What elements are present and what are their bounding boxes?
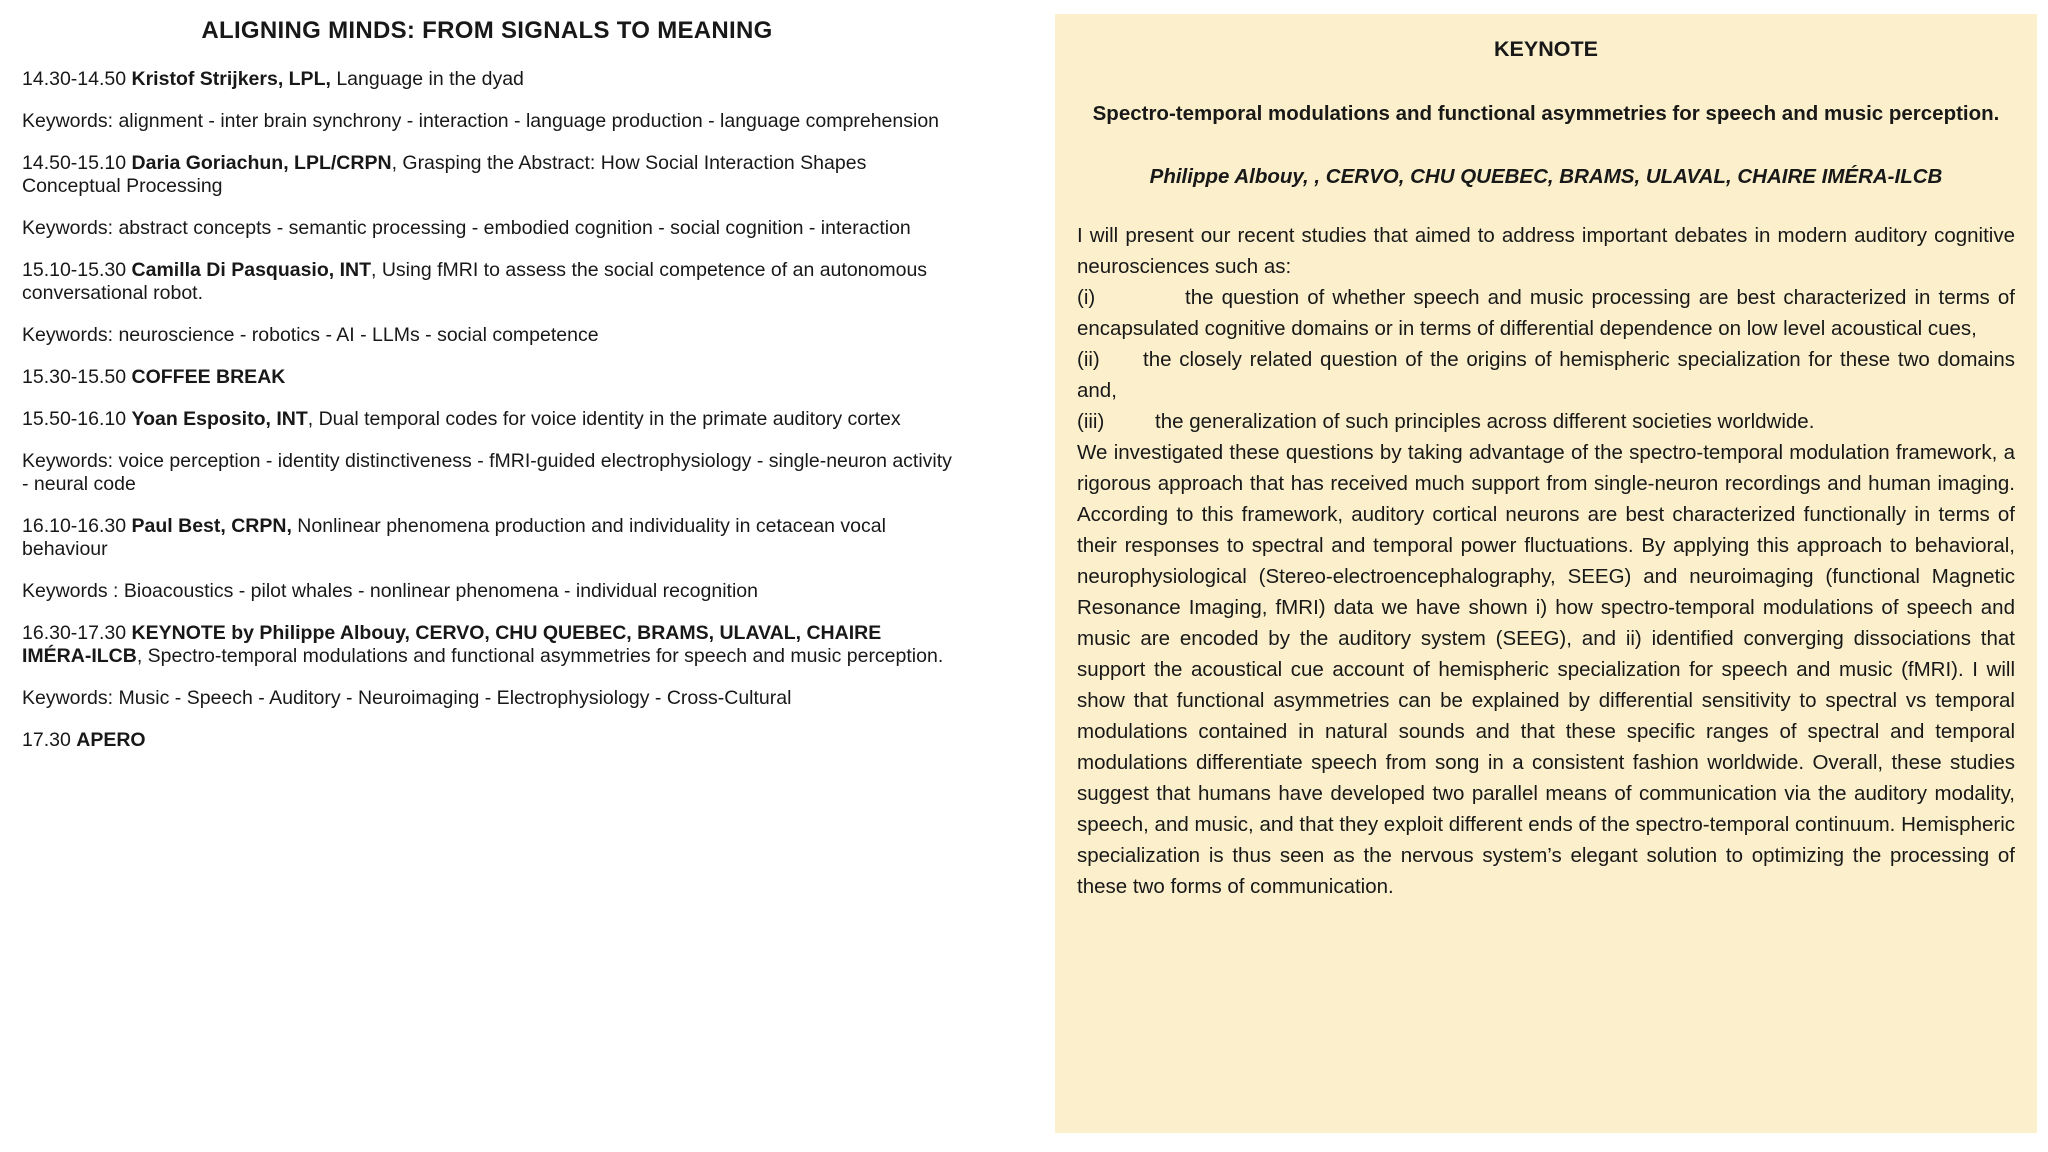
keywords-line: Keywords: voice perception - identity distinctiveness - fMRI-guided electrophysiology - single-neuron activity - neural code — [22, 450, 952, 495]
abstract-point — [1077, 282, 2015, 344]
point-label: (iii) — [1077, 410, 1105, 433]
point-label: (ii) — [1077, 348, 1100, 371]
point-text: the question of whether speech and music processing are best characterized in terms of encapsulated cognitive domains or in terms of differential dependence on low level acoustical cues, — [1077, 286, 2015, 340]
session-entry — [22, 515, 952, 561]
session-entry — [22, 259, 952, 305]
session-entry-coffee-break — [22, 366, 952, 389]
session-time: 14.30-14.50 — [22, 68, 127, 90]
keynote-title: Spectro-temporal modulations and functional asymmetries for speech and music perception. — [1092, 102, 2000, 125]
session-description: , Spectro-temporal modulations and functional asymmetries for speech and music perception. — [136, 645, 944, 667]
session-label: COFFEE BREAK — [131, 366, 286, 388]
session-speaker: Yoan Esposito, INT — [131, 408, 308, 430]
point-label: (i) — [1077, 286, 1096, 309]
session-description: , Grasping the Abstract: How Social Interaction Shapes Conceptual Processing — [22, 152, 867, 197]
session-time: 15.50-16.10 — [22, 408, 127, 430]
session-time: 16.30-17.30 — [22, 622, 127, 644]
session-description: Language in the dyad — [330, 68, 524, 90]
keynote-panel — [1055, 14, 2037, 1133]
session-time: 15.10-15.30 — [22, 259, 127, 281]
session-speaker: Camilla Di Pasquasio, INT — [131, 259, 371, 281]
point-text: the generalization of such principles across different societies worldwide. — [1155, 410, 1815, 433]
session-time: 17.30 — [22, 729, 71, 751]
keywords-line: Keywords: Music - Speech - Auditory - Neuroimaging - Electrophysiology - Cross-Cultural — [22, 687, 792, 709]
session-description: , Dual temporal codes for voice identity in the primate auditory cortex — [307, 408, 901, 430]
session-entry-apero — [22, 729, 952, 752]
session-speaker: Kristof Strijkers, LPL, — [131, 68, 331, 90]
session-time: 16.10-16.30 — [22, 515, 127, 537]
session-description: Nonlinear phenomena production and individuality in cetacean vocal behaviour — [22, 515, 886, 560]
session-speaker: Paul Best, CRPN, — [131, 515, 292, 537]
keynote-abstract — [1077, 220, 2015, 902]
session-entry — [22, 408, 952, 431]
point-text: the closely related question of the origins of hemispheric specialization for these two domains and, — [1077, 348, 2015, 402]
abstract-intro: I will present our recent studies that aimed to address important debates in modern auditory cognitive neurosciences such as: — [1077, 224, 2015, 278]
session-entry — [22, 68, 952, 91]
keywords-line: Keywords: abstract concepts - semantic processing - embodied cognition - social cognition - interaction — [22, 217, 911, 239]
schedule-column — [22, 16, 952, 771]
abstract-body: We investigated these questions by taking advantage of the spectro-temporal modulation framework, a rigorous approach that has received much support from single-neuron recordings and human imaging. According to this framework, auditory cortical neurons are best characterized functionally in terms of their responses to spectral and temporal power fluctuations. By applying this approach to behavioral, neurophysiological (Stereo-electroencephalography, SEEG) and neuroimaging (functional Magnetic Resonance Imaging, fMRI) data we have shown i) how spectro-temporal modulations of speech and music are encoded by the auditory system (SEEG), and ii) identified converging dissociations that support the acoustical cue account of hemispheric specialization for speech and music (fMRI). I will show that functional asymmetries can be explained by differential sensitivity to spectral vs temporal modulations contained in natural sounds and that these specific ranges of spectral and temporal modulations differentiate speech from song in a consistent fashion worldwide. Overall, these studies suggest that humans have developed two parallel means of communication via the auditory modality, speech, and music, and that they exploit different ends of the spectro-temporal continuum. Hemispheric specialization is thus seen as the nervous system’s elegant solution to optimizing the processing of these two forms of communication. — [1077, 441, 2015, 898]
keynote-speaker: Philippe Albouy, , CERVO, CHU QUEBEC, BRAMS, ULAVAL, CHAIRE IMÉRA-ILCB — [1149, 165, 1943, 188]
session-label: APERO — [76, 729, 146, 751]
session-speaker: KEYNOTE by Philippe Albouy, CERVO, CHU QUEBEC, BRAMS, ULAVAL, CHAIRE IMÉRA-ILCB — [22, 622, 882, 667]
session-time: 15.30-15.50 — [22, 366, 127, 388]
session-description: , Using fMRI to assess the social competence of an autonomous conversational robot. — [22, 259, 928, 304]
keywords-line: Keywords: alignment - inter brain synchrony - interaction - language production - language comprehension — [22, 110, 940, 132]
session-speaker: Daria Goriachun, LPL/CRPN — [131, 152, 392, 174]
abstract-point — [1077, 344, 2015, 406]
session-time: 14.50-15.10 — [22, 152, 127, 174]
keynote-heading: KEYNOTE — [1494, 37, 1598, 61]
keywords-line: Keywords: neuroscience - robotics - AI - LLMs - social competence — [22, 324, 599, 346]
session-entry-keynote — [22, 622, 952, 668]
abstract-point — [1077, 406, 2015, 437]
session-entry — [22, 152, 952, 198]
schedule-title: ALIGNING MINDS: FROM SIGNALS TO MEANING — [201, 17, 773, 44]
keywords-line: Keywords : Bioacoustics - pilot whales - nonlinear phenomena - individual recognition — [22, 580, 758, 602]
